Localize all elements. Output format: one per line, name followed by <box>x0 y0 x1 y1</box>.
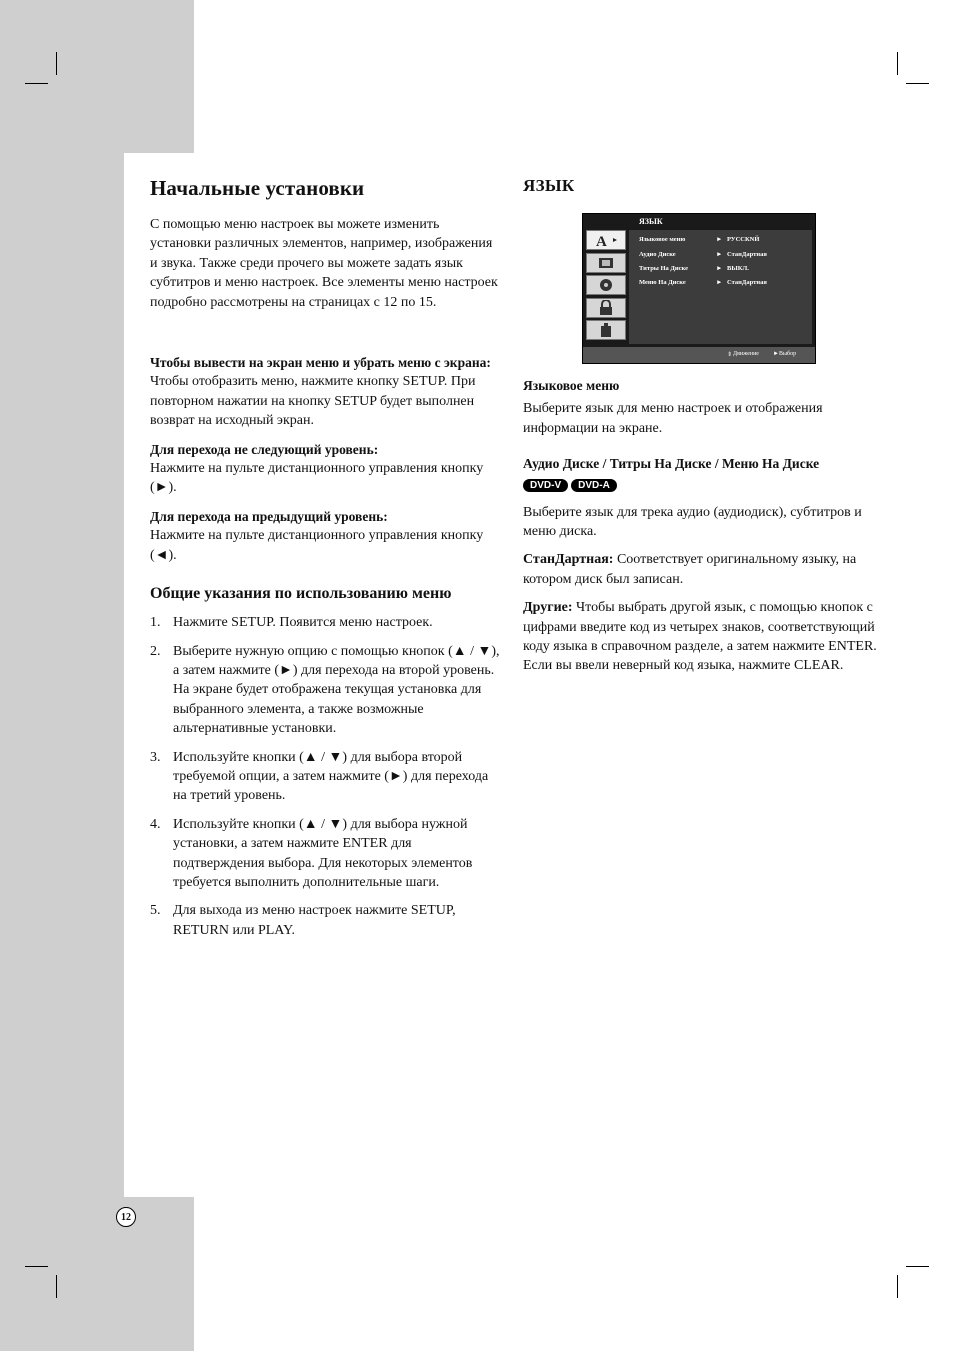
page-margin-top <box>0 0 194 153</box>
page-number: 12 <box>116 1207 136 1227</box>
arrow-icon: ► <box>716 236 723 243</box>
others-tab-icon <box>586 320 626 340</box>
audio-text: Выберите язык для трека аудио (аудиодиск), субтитров и меню диска. <box>523 504 862 540</box>
other-label: Другие: <box>523 600 573 616</box>
list-item: 5. Для выхода из меню настроек нажмите SETUP, RETURN или PLAY. <box>150 903 456 938</box>
menu-language-heading: Языковое меню <box>523 378 620 393</box>
disc-badges <box>523 475 878 493</box>
page-margin-side <box>0 153 124 1197</box>
section-prev-level <box>150 507 500 565</box>
display-tab-icon <box>586 253 626 273</box>
steps-list <box>150 613 500 940</box>
updown-icon: ⇕ <box>727 352 733 358</box>
list-item: 4. Используйте кнопки (▲ / ▼) для выбора нужной установки, а затем нажмите ENTER для подтверждения выбора. Для некоторых элементов требуется выполнить дополнительные шаги. <box>150 816 473 890</box>
section-text: Чтобы отобразить меню, нажмите кнопку SETUP. При повторном нажатии на кнопку SETUP будет выполнен возврат на исходный экран. <box>150 374 476 429</box>
screen-panel <box>629 230 812 344</box>
section-next-level <box>150 440 500 498</box>
lock-tab-icon <box>586 298 626 318</box>
general-title: Общие указания по использованию меню <box>150 585 452 603</box>
section-heading: Чтобы вывести на экран меню и убрать меню с экрана: <box>150 355 491 371</box>
screen-row-label: Языковое меню <box>639 236 686 243</box>
list-item: 3. Используйте кнопки (▲ / ▼) для выбора второй требуемой опции, а затем нажмите (►) для перехода на третий уровень. <box>150 749 489 804</box>
screen-row-label: Титры На Диске <box>639 265 689 272</box>
svg-text:A: A <box>596 234 607 248</box>
section-heading: Для перехода не следующий уровень: <box>150 441 379 457</box>
crop-mark <box>25 1266 48 1267</box>
standard-paragraph <box>523 550 878 589</box>
section-show-menu <box>150 353 500 431</box>
crop-mark <box>906 83 929 84</box>
left-column <box>150 176 500 949</box>
list-item: 1. Нажмите SETUP. Появится меню настроек. <box>150 615 433 631</box>
arrow-icon: ► <box>716 251 723 258</box>
menu-language-text: Выберите язык для меню настроек и отображения информации на экране. <box>523 401 823 436</box>
screen-footer <box>583 347 815 363</box>
section-text: Нажмите на пульте дистанционного управления кнопку (►). <box>150 461 484 496</box>
language-title: ЯЗЫК <box>523 176 575 195</box>
intro-text: С помощью меню настроек вы можете изменить установки различных элементов, например, изображения и звука. Также среди прочего вы можете задать язык субтитров и меню настроек. Все элементы меню настроек подробно рассмотрены на страницах с 12 по 15. <box>150 217 498 310</box>
crop-mark <box>56 1275 57 1298</box>
other-text: Чтобы выбрать другой язык, с помощью кнопок с цифрами введите код из четырех знаков, соответствующий коду языка в справочном разделе, а затем нажмите ENTER. Если вы ввели неверный код языка, нажмите CLEAR. <box>523 600 877 674</box>
audio-tab-icon <box>586 275 626 295</box>
screen-row-value: СтанДартная <box>727 279 767 286</box>
screen-title: ЯЗЫК <box>639 217 663 226</box>
screen-row-label: Меню На Диске <box>639 279 686 286</box>
page-title: Начальные установки <box>150 176 365 200</box>
crop-mark <box>25 83 48 84</box>
screen-row-label: Аудио Диске <box>639 251 676 258</box>
screen-row-value: ВЫКЛ. <box>727 265 749 272</box>
dvd-a-badge: DVD-A <box>571 479 617 492</box>
right-arrow-icon: ► <box>773 351 779 357</box>
standard-text: Соответствует оригинальному языку, на котором диск был записан. <box>523 552 857 587</box>
screen-row-value: СтанДартная <box>727 251 767 258</box>
setup-screen-illustration <box>582 213 816 364</box>
footer-move: Движение <box>733 351 759 357</box>
list-item: 2. Выберите нужную опцию с помощью кнопок (▲ / ▼), а затем нажмите (►) для перехода на второй уровень. На экране будет отображена текущая установка для выбранного элемента, а также возможные альтернативные установки. <box>150 643 500 737</box>
crop-mark <box>906 1266 929 1267</box>
section-heading: Для перехода на предыдущий уровень: <box>150 508 388 524</box>
right-column <box>523 176 878 676</box>
screen-row-value: РУССКNЙ <box>727 236 760 243</box>
crop-mark <box>56 52 57 75</box>
arrow-icon: ► <box>716 279 723 286</box>
arrow-icon: ► <box>716 265 723 272</box>
standard-label: СтанДартная: <box>523 552 614 568</box>
audio-heading: Аудио Диске / Титры На Диске / Меню На Диске <box>523 456 820 472</box>
screen-tabs <box>586 230 626 344</box>
crop-mark <box>897 1275 898 1298</box>
dvd-v-badge: DVD-V <box>523 479 568 492</box>
section-text: Нажмите на пульте дистанционного управления кнопку (◄). <box>150 528 484 563</box>
footer-select: Выбор <box>779 351 797 357</box>
language-tab-icon <box>586 230 626 250</box>
other-paragraph <box>523 598 878 676</box>
crop-mark <box>897 52 898 75</box>
page-margin-bottom <box>0 1197 194 1351</box>
